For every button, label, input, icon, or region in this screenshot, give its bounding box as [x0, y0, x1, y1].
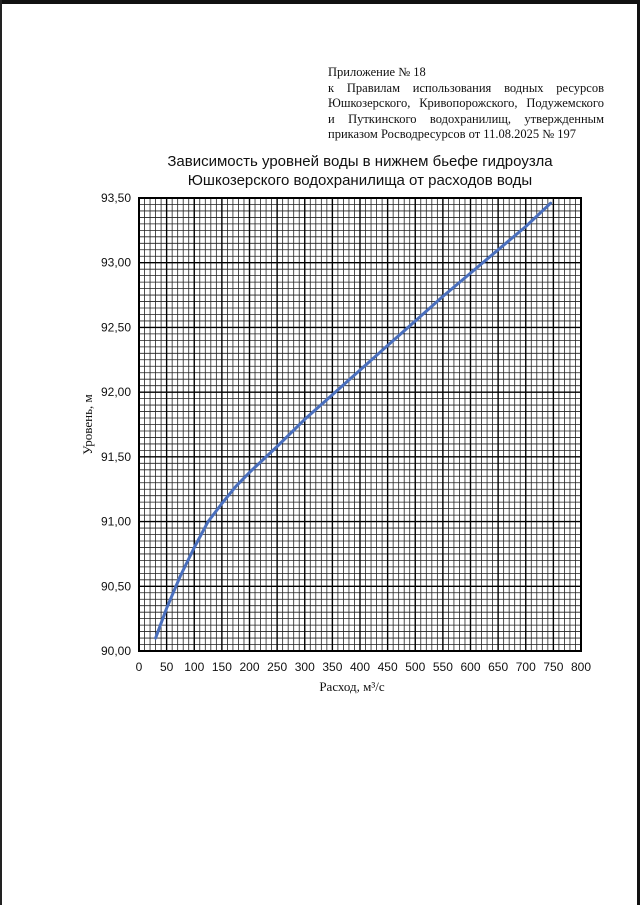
x-tick-label: 400	[349, 660, 371, 674]
y-tick-label: 92,50	[100, 320, 131, 335]
x-tick-label: 600	[460, 660, 481, 674]
x-tick-label: 100	[184, 660, 205, 674]
x-tick-label: 450	[377, 660, 398, 674]
x-tick-label: 250	[267, 660, 288, 674]
y-tick-label: 90,00	[100, 644, 131, 658]
discharge-level-curve	[156, 203, 551, 638]
x-tick-label: 50	[159, 660, 174, 674]
appendix-reference-line: к Правилам использования водных ресурсов	[328, 80, 604, 95]
x-tick-label: 750	[543, 660, 564, 674]
y-axis-tick-labels	[101, 191, 131, 658]
x-tick-label: 650	[488, 660, 509, 674]
x-tick-label: 700	[515, 660, 536, 674]
x-tick-label: 800	[570, 660, 592, 674]
series-layer	[156, 203, 551, 638]
x-axis-label: Расход, м³/с	[319, 679, 385, 694]
appendix-reference-line: Юшкозерского, Кривопорожского, Подужемского	[328, 96, 604, 110]
y-tick-label: 90,50	[100, 579, 131, 594]
chart-title-line-2: Юшкозерского водохранилища от расходов воды	[187, 172, 533, 189]
y-tick-label: 92,00	[100, 385, 131, 400]
x-tick-label: 350	[322, 660, 343, 674]
x-tick-label: 200	[239, 660, 260, 674]
x-tick-label: 500	[405, 660, 426, 674]
y-axis-label: Уровень, м	[80, 394, 95, 455]
x-tick-label: 150	[211, 660, 232, 674]
y-tick-label: 93,50	[100, 191, 131, 205]
y-tick-label: 91,00	[100, 514, 131, 529]
y-tick-label: 91,50	[100, 449, 131, 464]
y-tick-label: 93,00	[100, 255, 131, 270]
x-tick-label: 300	[294, 660, 315, 674]
x-tick-label: 0	[135, 660, 143, 674]
appendix-order-line: приказом Росводресурсов от 11.08.2025 № 197	[328, 127, 576, 141]
appendix-reference-line: и Путкинского водохранилищ, утвержденным	[328, 111, 604, 126]
x-axis-tick-labels	[136, 660, 592, 674]
x-tick-label: 550	[432, 660, 453, 674]
appendix-number: Приложение № 18	[328, 65, 426, 79]
chart-title-line-1: Зависимость уровней воды в нижнем бьефе гидроузла	[167, 153, 553, 170]
